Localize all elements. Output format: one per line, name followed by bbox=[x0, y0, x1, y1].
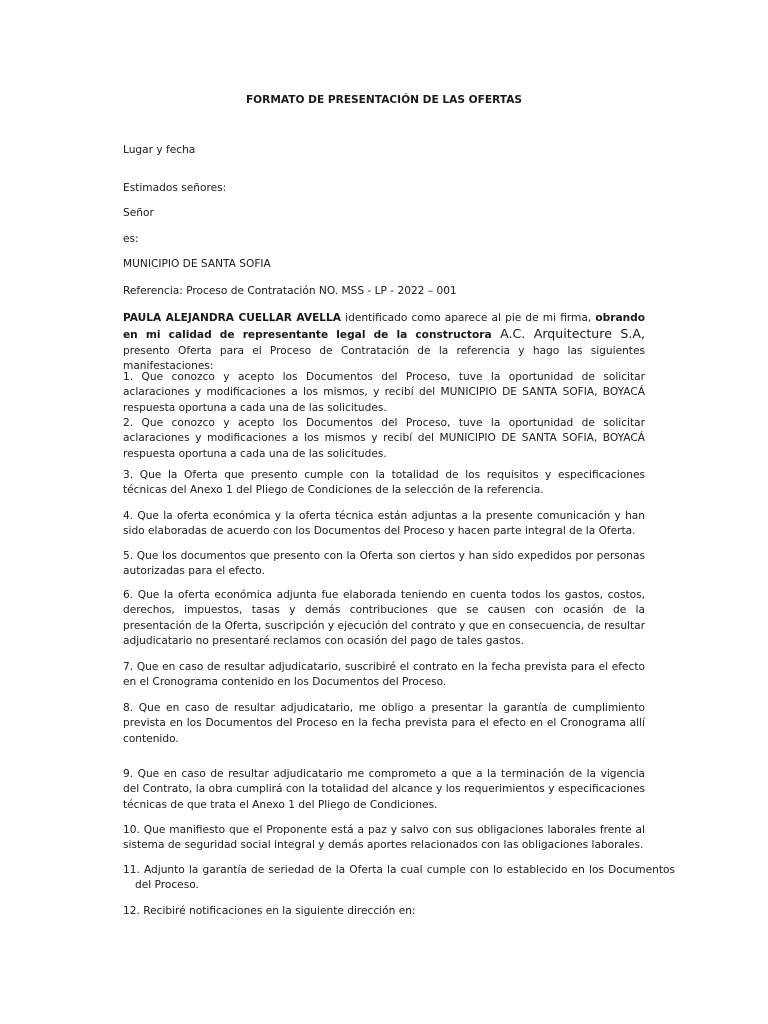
item-5: 5. Que los documentos que presento con la Oferta son ciertos y han sido expedidos por personas autorizadas para el efecto. bbox=[123, 550, 645, 578]
reference-line: Referencia: Proceso de Contratación NO. MSS - LP - 2022 – 001 bbox=[123, 285, 457, 297]
intro-role: obrando en mi calidad de representante legal de la constructora bbox=[123, 312, 645, 342]
item-4: 4. Que la oferta económica y la oferta técnica están adjuntas a la presente comunicación y han sido elaboradas de acuerdo con los Documentos del Proceso y hacen parte integral de la Oferta. bbox=[123, 510, 645, 538]
place-date: Lugar y fecha bbox=[123, 144, 196, 156]
intro-text-1: identificado como aparece al pie de mi firma, bbox=[341, 312, 596, 324]
intro-paragraph bbox=[123, 311, 645, 374]
item-11: 11. Adjunto la garantía de seriedad de la Oferta la cual cumple con lo establecido en los Documentos del Proceso. bbox=[123, 864, 675, 892]
item-9: 9. Que en caso de resultar adjudicatario me comprometo a que a la terminación de la vigencia del Contrato, la obra cumplirá con la totalidad del alcance y los requerimientos y especificaciones técnicas de que trata el Anexo 1 del Pliego de Condiciones. bbox=[123, 768, 645, 811]
item-7: 7. Que en caso de resultar adjudicatario, suscribiré el contrato en la fecha prevista para el efecto en el Cronograma contenido en los Documentos del Proceso. bbox=[123, 661, 645, 689]
item-8: 8. Que en caso de resultar adjudicatario, me obligo a presentar la garantía de cumplimiento prevista en los Documentos del Proceso en la fecha prevista para el efecto en el Cronograma allí contenido. bbox=[123, 702, 645, 745]
item-3: 3. Que la Oferta que presento cumple con la totalidad de los requisitos y especificaciones técnicas del Anexo 1 del Pliego de Condiciones de la selección de la referencia. bbox=[123, 469, 645, 497]
item-1: 1. Que conozco y acepto los Documentos del Proceso, tuve la oportunidad de solicitar aclaraciones y modificaciones a los mismos, y recibí del MUNICIPIO DE SANTA SOFIA, BOYACÁ respuesta oportuna a cada una de las solicitudes. bbox=[123, 371, 645, 414]
item-10: 10. Que manifiesto que el Proponente está a paz y salvo con sus obligaciones laborales frente al sistema de seguridad social integral y demás aportes relacionados con las obligaciones laborales. bbox=[123, 824, 645, 852]
salutation-es: es: bbox=[123, 233, 139, 245]
item-12: 12. Recibiré notificaciones en la siguiente dirección en: bbox=[123, 905, 416, 917]
item-2: 2. Que conozco y acepto los Documentos del Proceso, tuve la oportunidad de solicitar aclaraciones y modificaciones a los mismos y recibí del MUNICIPIO DE SANTA SOFIA, BOYACÁ respuesta oportuna a cada una de las solicitudes. bbox=[123, 417, 645, 460]
recipient: MUNICIPIO DE SANTA SOFIA bbox=[123, 258, 271, 270]
document-title: FORMATO DE PRESENTACIÓN DE LAS OFERTAS bbox=[245, 94, 523, 106]
item-6: 6. Que la oferta económica adjunta fue elaborada teniendo en cuenta todos los gastos, costos, derechos, impuestos, tasas y demás contribuciones que se causen con ocasión de la presentación de la Oferta, suscripción y ejecución del contrato y que en consecuencia, de resultar adjudicatario no presentaré reclamos con ocasión del pago de tales gastos. bbox=[123, 589, 645, 647]
greeting: Estimados señores: bbox=[123, 182, 227, 194]
signer-name: PAULA ALEJANDRA CUELLAR AVELLA bbox=[123, 312, 342, 324]
salutation-senor: Señor bbox=[123, 207, 154, 219]
intro-text-3: presento Oferta para el Proceso de Contratación de la referencia y hago las siguientes manifestaciones: bbox=[123, 344, 645, 372]
company-name: A.C. Arquitecture S.A, bbox=[491, 326, 645, 342]
